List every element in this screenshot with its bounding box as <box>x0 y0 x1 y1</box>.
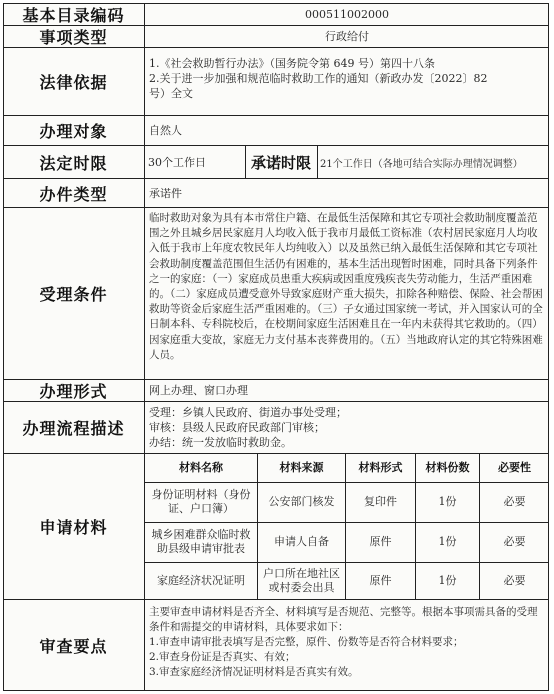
review-line: 2.审查身份证是否真实、有效； <box>149 651 296 663</box>
materials-header-row <box>145 454 549 483</box>
material-name: 家庭经济状况证明 <box>145 562 258 600</box>
review-row <box>3 599 549 691</box>
table-row <box>145 562 549 600</box>
material-source: 公安部门核发 <box>258 482 346 522</box>
material-count: 1份 <box>416 522 480 562</box>
process-value <box>145 402 549 453</box>
process-line: 办结：统一发放临时救助金。 <box>149 436 292 449</box>
process-line: 审核：县级人民政府民政部门审核； <box>149 421 325 434</box>
deadline-row <box>3 145 549 178</box>
legal-value <box>145 48 549 115</box>
process-label: 办理流程描述 <box>3 402 145 453</box>
code-label: 基本目录编码 <box>3 4 145 25</box>
header-cell: 材料形式 <box>346 454 416 482</box>
conditions-row <box>3 207 549 379</box>
material-form: 原件 <box>346 522 416 562</box>
type-value: 承诺件 <box>149 186 182 200</box>
legal-line: 号）全文 <box>149 87 193 100</box>
conditions-value: 临时救助对象为具有本市常住户籍、在最低生活保障和其它专项社会救助制度覆盖范围之外且城乡居民家庭月人均收入低于我市月最低工资标准（农村居民家庭月人均收入低于我市上年度农牧民年人均纯收入）以及虽然已纳入最低生活保障和其它专项社会救助制度覆盖范围但生活仍有困难的，基本生活出现暂时困难，同时具备下列条件之一的家庭：（一）家庭成员患重大疾病或因重度残疾丧失劳动能力，生活严重困难的。（二）家庭成员遭受意外导致家庭财产重大损失，扣除各种赔偿、保险、社会帮困救助等资金后家庭生活严重困难的。（三）子女通过国家统一考试，并入国家认可的全日制本科、专科院校后，在校期间家庭生活困难且在一年内未获得其它救助的。（四）因家庭重大变故，家庭无力支付基本丧葬费用的。（五）当地政府认定的其它特殊困难人员。 <box>149 212 543 361</box>
process-row <box>3 401 549 453</box>
material-form: 复印件 <box>346 482 416 522</box>
material-name: 身份证明材料（身份证、户口簿） <box>145 482 258 522</box>
table-row <box>145 522 549 563</box>
legal-row <box>3 47 549 115</box>
material-count: 1份 <box>416 562 480 600</box>
legal-label: 法律依据 <box>3 48 145 115</box>
code-row <box>3 3 549 25</box>
review-value <box>145 600 549 690</box>
review-label: 审查要点 <box>3 600 145 690</box>
header-cell: 材料来源 <box>258 454 346 482</box>
legal-line: 2.关于进一步加强和规范临时救助工作的通知（新政办发〔2022〕82 <box>149 72 488 85</box>
table-row <box>145 482 549 523</box>
form-row <box>3 379 549 401</box>
material-source: 户口所在地社区或村委会出具 <box>258 562 346 600</box>
category-row <box>3 25 549 47</box>
material-required: 必要 <box>503 495 526 508</box>
deadline-label: 法定时限 <box>3 146 145 178</box>
header-cell: 必要性 <box>498 461 531 474</box>
review-line: 3.审查家庭经济情况证明材料是否真实有效。 <box>149 666 359 678</box>
target-row <box>3 115 549 145</box>
review-line: 主要审查申请材料是否齐全、材料填写是否规范、完整等。根据本事项需具备的受理条件和需提交的申请材料，具体要求如下： <box>149 606 538 633</box>
form-label: 办理形式 <box>3 380 145 401</box>
materials-row <box>3 453 549 599</box>
material-form: 原件 <box>346 562 416 600</box>
promise-value: 21个工作日（各地可结合实际办理情况调整） <box>320 158 523 170</box>
target-label: 办理对象 <box>3 116 145 145</box>
material-name: 城乡困难群众临时救助县级申请审批表 <box>145 522 258 562</box>
code-value: 000511002000 <box>305 8 389 21</box>
type-row <box>3 178 549 207</box>
target-value: 自然人 <box>149 124 182 137</box>
service-guide-table <box>3 3 549 691</box>
header-cell: 材料份数 <box>416 454 480 482</box>
review-line: 1.审查申请审批表填写是否完整，原件、份数等是否符合材料要求； <box>149 636 464 648</box>
deadline-value: 30个工作日 <box>148 156 206 169</box>
type-label: 办件类型 <box>3 179 145 207</box>
conditions-label: 受理条件 <box>3 208 145 379</box>
category-label: 事项类型 <box>3 26 145 47</box>
material-required: 必要 <box>503 535 526 548</box>
promise-label: 承诺时限 <box>250 153 311 172</box>
process-line: 受理：乡镇人民政府、街道办事处受理； <box>149 406 347 419</box>
material-count: 1份 <box>416 482 480 522</box>
materials-label: 申请材料 <box>3 454 145 599</box>
header-cell: 材料名称 <box>145 454 258 482</box>
material-source: 申请人自备 <box>258 522 346 562</box>
materials-table <box>145 454 549 599</box>
legal-line: 1.《社会救助暂行办法》（国务院令第 649 号）第四十八条 <box>149 57 435 70</box>
material-required: 必要 <box>503 574 526 587</box>
form-value: 网上办理、窗口办理 <box>149 384 248 397</box>
category-value: 行政给付 <box>325 30 369 43</box>
